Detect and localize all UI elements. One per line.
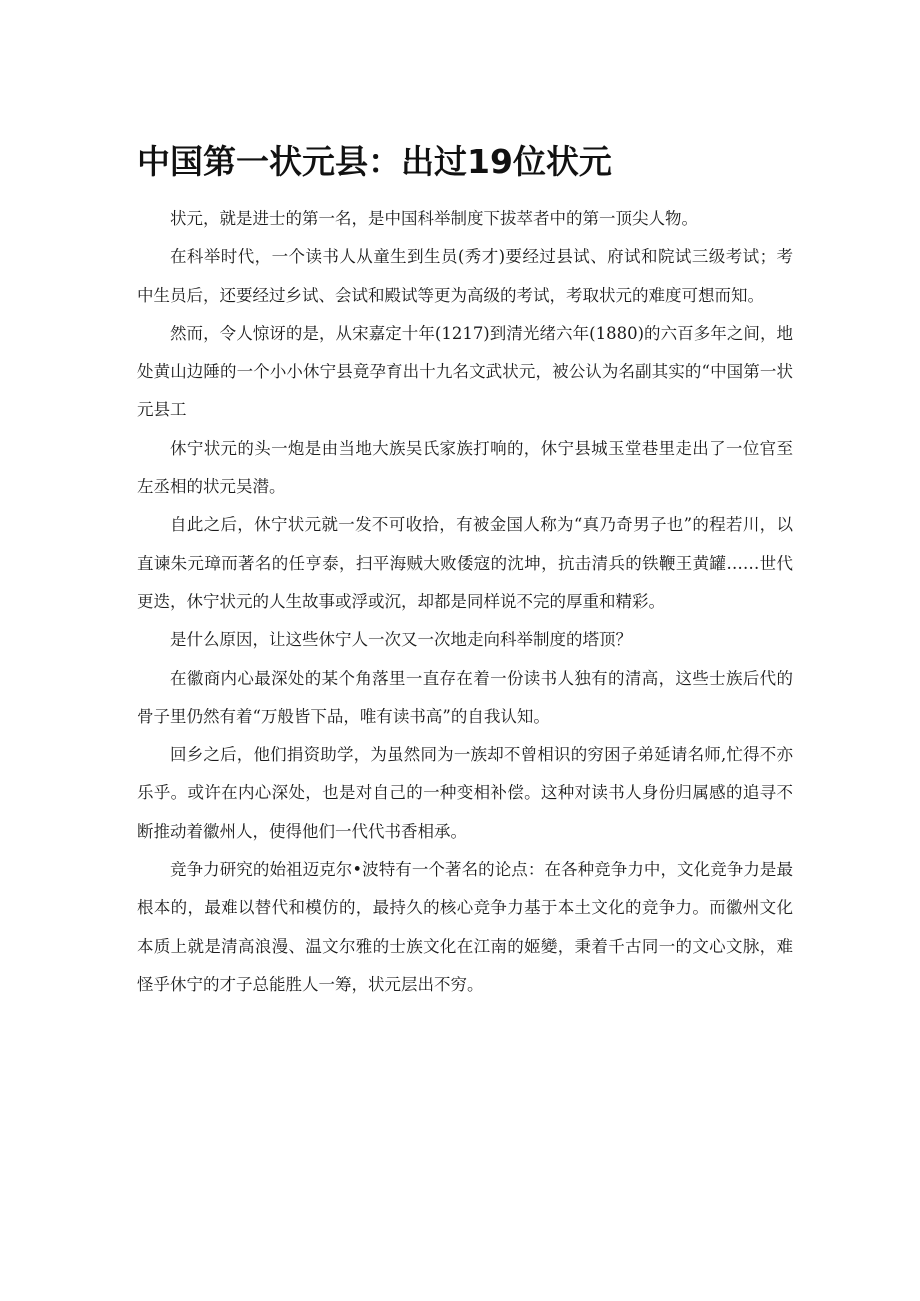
document-body (137, 200, 793, 1004)
document-title: 中国第一状元县：出过19位状元 (137, 142, 612, 181)
paragraph-1: 状元，就是进士的第一名，是中国科举制度下拔萃者中的第一顶尖人物。 (170, 209, 698, 228)
paragraph-8: 回乡之后，他们捐资助学，为虽然同为一族却不曾相识的穷困子弟延请名师,忙得不亦乐乎。或许在内心深处，也是对自己的一种变相补偿。这种对读书人身份归属感的追寻不断推动着徽州人，使得他们一代代书香相承。 (137, 745, 793, 841)
paragraph-4: 休宁状元的头一炮是由当地大族吴氏家族打响的，休宁县城玉堂巷里走出了一位官至左丞相的状元吴潜。 (137, 438, 793, 497)
paragraph-9: 竞争力研究的始祖迈克尔•波特有一个著名的论点：在各种竞争力中，文化竞争力是最根本的，最难以替代和模仿的，最持久的核心竞争力基于本土文化的竞争力。而徽州文化本质上就是清高浪漫、温文尔雅的士族文化在江南的姬變，秉着千古同一的文心文脉，难怪乎休宁的才子总能胜人一筹，状元层出不穷。 (137, 860, 793, 994)
paragraph-2: 在科举时代，一个读书人从童生到生员(秀才)要经过县试、府试和院试三级考试；考中生员后，还要经过乡试、会试和殿试等更为高级的考试，考取状元的难度可想而知。 (137, 247, 793, 305)
paragraph-7: 在徽商内心最深处的某个角落里一直存在着一份读书人独有的清高，这些士族后代的骨子里仍然有着“万般皆下品，唯有读书高”的自我认知。 (137, 668, 793, 726)
paragraph-6: 是什么原因，让这些休宁人一次又一次地走向科举制度的塔顶？ (170, 630, 632, 650)
paragraph-5: 自此之后，休宁状元就一发不可收拾，有被金国人称为“真乃奇男子也”的程若川，以直谏朱元璋而著名的任亨泰，扫平海贼大败倭寇的沈坤，抗击清兵的铁鞭王黄罐……世代更迭，休宁状元的人生故事或浮或沉，却都是同样说不完的厚重和精彩。 (137, 515, 793, 611)
paragraph-3: 然而，令人惊讶的是，从宋嘉定十年(1217)到清光绪六年(1880)的六百多年之间，地处黄山边陲的一个小小休宁县竟孕育出十九名文武状元，被公认为名副其实的“中国第一状元县工 (137, 323, 793, 420)
